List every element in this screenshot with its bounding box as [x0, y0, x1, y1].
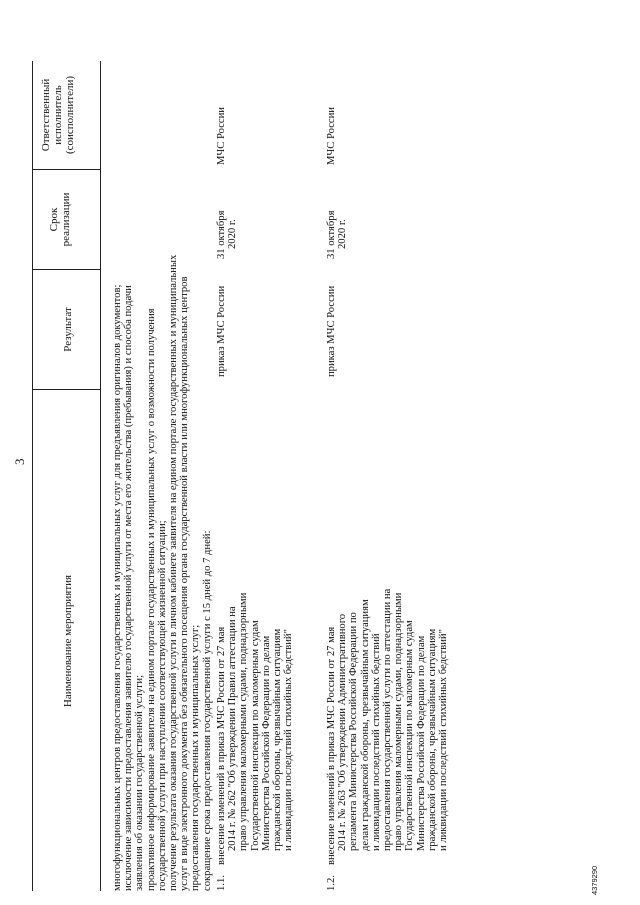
row-1-exec: МЧС России — [216, 107, 227, 165]
header-result — [62, 270, 74, 389]
row-2-name-line: право управления маломерными судами, поднадзорными — [393, 592, 405, 851]
row-1-name-line: Министерства Российской Федерации по делам — [260, 635, 272, 851]
row-1-num: 1.1. — [216, 875, 227, 891]
row-2-name-line: делам гражданской обороны, чрезвычайным ситуациям — [359, 599, 371, 851]
row-2-term — [326, 211, 348, 259]
header-exec-line: (соисполнители) — [64, 75, 76, 155]
row-2-name-line: и ликвидации последствий стихийных бедствий — [370, 633, 382, 851]
row-2-name-line: Государственной инспекции по маломерным судам — [404, 620, 416, 851]
row-2-name-line: предоставления государственной услуги по аттестации на — [382, 588, 394, 851]
intro-line: проактивное информирование заявителя на едином портале государственных и муниципальных услуг о возможности получения — [145, 308, 157, 891]
row-2-name — [326, 589, 449, 865]
header-top-rule — [32, 61, 33, 891]
header-bottom-rule — [100, 61, 101, 891]
row-2-name-line: гражданской обороны, чрезвычайным ситуациям — [426, 628, 438, 851]
row-1-term — [216, 211, 238, 259]
header-term-line: реализации — [60, 192, 72, 247]
intro-line: услуг в виде электронного документа без обязательного посещения органа государственной власти или многофункциональных центров — [179, 276, 191, 891]
intro-line: предоставления государственных и муниципальных услуг; — [190, 624, 202, 891]
row-2-result: приказ МЧС России — [326, 285, 337, 377]
row-2-exec: МЧС России — [326, 107, 337, 165]
intro-line: получение результата оказания государственной услуги в личном кабинете заявителя на едином портале государственных и муниципальных — [168, 254, 180, 891]
row-1-name-line: внесение изменений в приказ МЧС России от 27 мая — [216, 626, 227, 865]
header-result-text: Результат — [62, 307, 74, 352]
row-2-term-line: 2020 г. — [337, 219, 349, 249]
row-1-result: приказ МЧС России — [216, 285, 227, 377]
row-2-name-line: 2014 г. № 263 "Об утверждении Административного — [337, 613, 349, 851]
header-name-text: Наименование мероприятия — [62, 574, 74, 708]
header-divider-1 — [32, 389, 100, 390]
row-2-term-line: 31 октября — [326, 210, 337, 259]
row-1-term-line: 2020 г. — [227, 219, 239, 249]
header-term — [48, 170, 72, 269]
header-exec-line: исполнитель — [52, 85, 64, 145]
row-2-name-line: внесение изменений в приказ МЧС России от 27 мая — [326, 626, 337, 865]
intro-line: государственной услуги при наступлении соответствующей жизненной ситуации; — [156, 520, 168, 891]
intro-line: исключение зависимости предоставления заявителю государственной услуги от места его жительства (пребывания) и способа подачи — [123, 285, 135, 891]
row-1-name-line: право управления маломерными судами, поднадзорными — [238, 592, 250, 851]
document-code: 4379290 — [590, 865, 599, 895]
page-number: 3 — [12, 458, 27, 465]
header-name — [62, 391, 74, 891]
row-1-name-line: 2014 г. № 262 "Об утверждении Правил аттестации на — [227, 606, 239, 851]
row-1-name — [216, 593, 294, 865]
intro-line: многофункциональных центров предоставления государственных и муниципальных услуг для предъявления оригиналов документов; — [112, 284, 123, 891]
intro-line: сокращение срока предоставления государственной услуги с 15 дней до 7 дней: — [201, 530, 213, 891]
header-term-line: Срок — [48, 207, 60, 232]
row-1-name-line: Государственной инспекции по маломерным судам — [249, 620, 261, 851]
row-1-name-line: гражданской обороны, чрезвычайным ситуациям — [272, 628, 284, 851]
header-exec-line: Ответственный — [40, 78, 52, 152]
row-2-num: 1.2. — [326, 875, 337, 891]
intro-paragraph — [112, 255, 213, 891]
row-2-name-line: и ликвидации последствий стихийных бедствий" — [438, 629, 450, 851]
row-2-name-line: регламента Министерства Российской Федерации по — [348, 612, 360, 851]
row-1-name-line: и ликвидации последствий стихийных бедствий" — [283, 629, 295, 851]
row-2-name-line: Министерства Российской Федерации по делам — [415, 635, 427, 851]
row-1-term-line: 31 октября — [216, 210, 227, 259]
header-exec — [40, 61, 76, 169]
intro-line: заявления об оказании государственной услуги; — [134, 674, 146, 891]
